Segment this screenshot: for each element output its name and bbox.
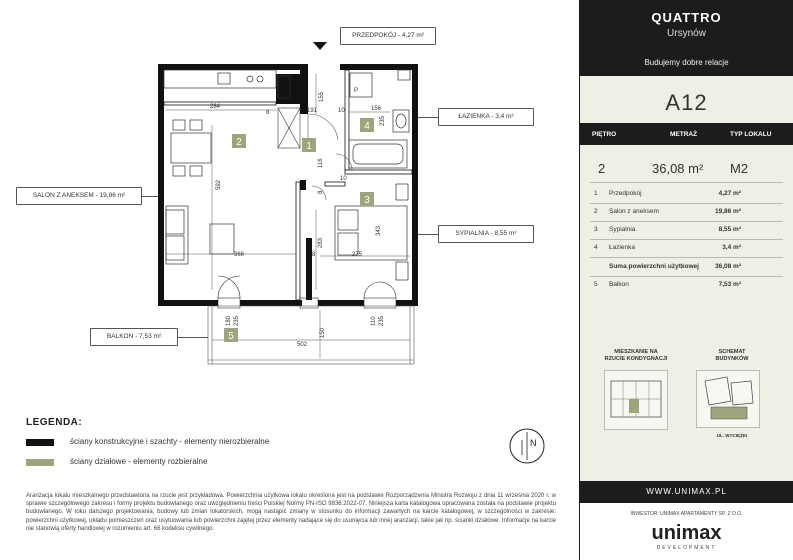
dim-116: 116 [318, 158, 324, 168]
dim-275: 275 [352, 252, 363, 258]
building-map-title: SCHEMAT BUDYNKÓW [715, 349, 749, 362]
unit-type: M2 [730, 161, 749, 176]
room-no: 3 [594, 226, 598, 233]
balcony-area: 7,53 m² [718, 281, 741, 288]
room-area: 3,4 m² [722, 244, 741, 251]
dim-155: 155 [319, 91, 325, 102]
entrance-arrow-icon [313, 42, 327, 50]
dim-156: 156 [371, 106, 382, 112]
building-mini-map [696, 370, 760, 428]
room-area: 19,86 m² [714, 208, 741, 215]
unit-floor: 2 [598, 161, 606, 176]
room-number-1: 1 [306, 141, 312, 152]
dim-8: 8 [266, 110, 270, 116]
dim-235-balcony-left: 235 [234, 315, 240, 326]
dim-235-balcony-right: 235 [379, 315, 385, 326]
separator [590, 203, 783, 204]
separator [590, 239, 783, 240]
legend-title: LEGENDA: [26, 417, 83, 428]
room-name: Przedpokój [609, 190, 642, 197]
separator [590, 221, 783, 222]
sofa [166, 206, 234, 264]
callout-salon: SALON Z ANEKSEM - 19,86 m² [16, 187, 142, 205]
room-number-5: 5 [228, 331, 234, 342]
header-type: TYP LOKALU [730, 131, 772, 138]
balcony-name: Balkon [609, 281, 629, 288]
dim-343: 343 [376, 225, 382, 236]
room-area: 4,27 m² [718, 190, 741, 197]
callout-hall: PRZEDPOKÓJ - 4,27 m² [340, 27, 436, 45]
callout-bath: ŁAZIENKA - 3,4 m² [438, 108, 534, 126]
unimax-logo-sub: DEVELOPMENT [656, 545, 717, 551]
street-label: UL. WYCIĘŻKI [716, 433, 748, 438]
callout-bedroom-line [418, 234, 438, 235]
callout-bedroom: SYPIALNIA - 8,55 m² [438, 225, 534, 243]
dim-283: 283 [318, 237, 324, 248]
room-number-2: 2 [236, 137, 242, 148]
room-no: 2 [594, 208, 598, 215]
dim-180: 180 [226, 315, 232, 326]
dim-502: 502 [297, 342, 308, 348]
website-link[interactable]: WWW.UNIMAX.PL [580, 481, 793, 503]
room-name: Sypialnia [609, 226, 636, 233]
legend-partition-swatch [26, 459, 54, 466]
balcony-row [580, 281, 793, 297]
dim-10: 10 [338, 108, 345, 114]
investor-text: INWESTOR: UNIMAX APARTAMENTY SP. Z O.O. [630, 511, 743, 517]
separator [590, 182, 783, 183]
unit-info-header [580, 123, 793, 145]
disclaimer-text: Aranżacja lokalu mieszkalnego przedstawiona na rzucie jest przykładowa. Powierzchnia użytkowa lokalu określona jest na podstawie Rozporządzenia Ministra Rozwoju z dnia 11 września 2020 r. w sprawie szczegółowego zakresu i formy projektu budowlanego oraz uwzględnieniu treści Polskiej Normy PN-ISO 9836:2022-07. Niniejsza karta katalogowa opracowana została na podstawie projektu budowlanego. W toku dalszego projektowania, budowy lub zmian lokatorskich, mogą nastąpić zmiany w stosunku do informacji zawartych na karcie katalogowej, w szczególności w zakresie: powierzchni użytkowej, układu pomieszczeń oraz usytuowania lub powierzchni zajętej przez elementy nadające się do usunięcia lub innej aranżacji, takie jak np. ścianki działowe. Informacje na karcie nie stanowią oferty handlowej w rozumieniu art. 66 kodeksu cywilnego. [26, 493, 556, 532]
building-mini-map-icon [697, 371, 759, 427]
room-number-3: 3 [364, 195, 370, 206]
fixture-label-p: P [354, 88, 359, 94]
room-name: Łazienka [609, 244, 636, 251]
room-no: 4 [594, 244, 598, 251]
total-area: 36,08 m² [714, 263, 741, 270]
kitchen-counter [164, 70, 290, 98]
brand-header [580, 0, 793, 76]
unit-details [580, 76, 793, 481]
floor-mini-map [604, 370, 668, 430]
room-no: 1 [594, 190, 598, 197]
balcony-no: 5 [594, 281, 598, 288]
compass-label: N [530, 438, 537, 448]
separator [590, 257, 783, 258]
unit-info-values [580, 155, 793, 179]
balcony-outline [208, 306, 414, 364]
callout-balcony: BALKON - 7,53 m² [90, 328, 178, 346]
total-label: Suma powierzchni użytkowej [609, 263, 699, 270]
floor-map-title: MIESZKANIE NA RZUCIE KONDYGNACJI [604, 349, 668, 362]
room-name: Salon z aneksem [609, 208, 659, 215]
compass-icon [510, 429, 544, 463]
legend-partition-text: ściany działowe - elementy rozbieralne [70, 457, 208, 466]
dining-table [171, 120, 211, 176]
floor-mini-map-icon [605, 371, 667, 429]
brand-location: Ursynów [667, 28, 706, 39]
unit-code: A12 [665, 90, 708, 115]
separator [590, 276, 783, 277]
structural-walls [158, 64, 418, 306]
room-number-4: 4 [364, 121, 370, 132]
dim-110: 110 [371, 316, 377, 326]
dim-366: 366 [234, 252, 245, 258]
dim-191: 191 [307, 108, 318, 114]
dim-235-bath: 235 [380, 115, 386, 126]
info-panel [579, 0, 792, 560]
legend-structural-text: ściany konstrukcyjne i szachty - elementy nierozbieralne [70, 437, 270, 446]
unimax-logo: unimax [651, 522, 722, 544]
dim-150: 150 [320, 327, 326, 338]
callout-balcony-line [178, 337, 208, 338]
brand-slogan: Budujemy dobre relacje [644, 58, 729, 67]
dim-592: 592 [216, 179, 222, 190]
hall-wardrobe [278, 108, 300, 148]
callout-bath-line [418, 117, 438, 118]
callout-salon-line [142, 196, 158, 197]
dim-284: 284 [210, 104, 221, 110]
header-area: METRAŻ [670, 131, 698, 138]
dim-8-hall: 8 [318, 190, 324, 194]
legend-structural-swatch [26, 439, 54, 446]
brand-name: QUATTRO [651, 10, 722, 25]
unit-area: 36,08 m² [652, 161, 704, 176]
header-floor: PIĘTRO [592, 131, 617, 138]
dimension-lines [166, 74, 410, 358]
dim-10-bed: 10 [340, 176, 347, 182]
room-area: 8,55 m² [718, 226, 741, 233]
partition-walls [164, 70, 412, 300]
dim-8-bed: 8 [312, 252, 316, 258]
